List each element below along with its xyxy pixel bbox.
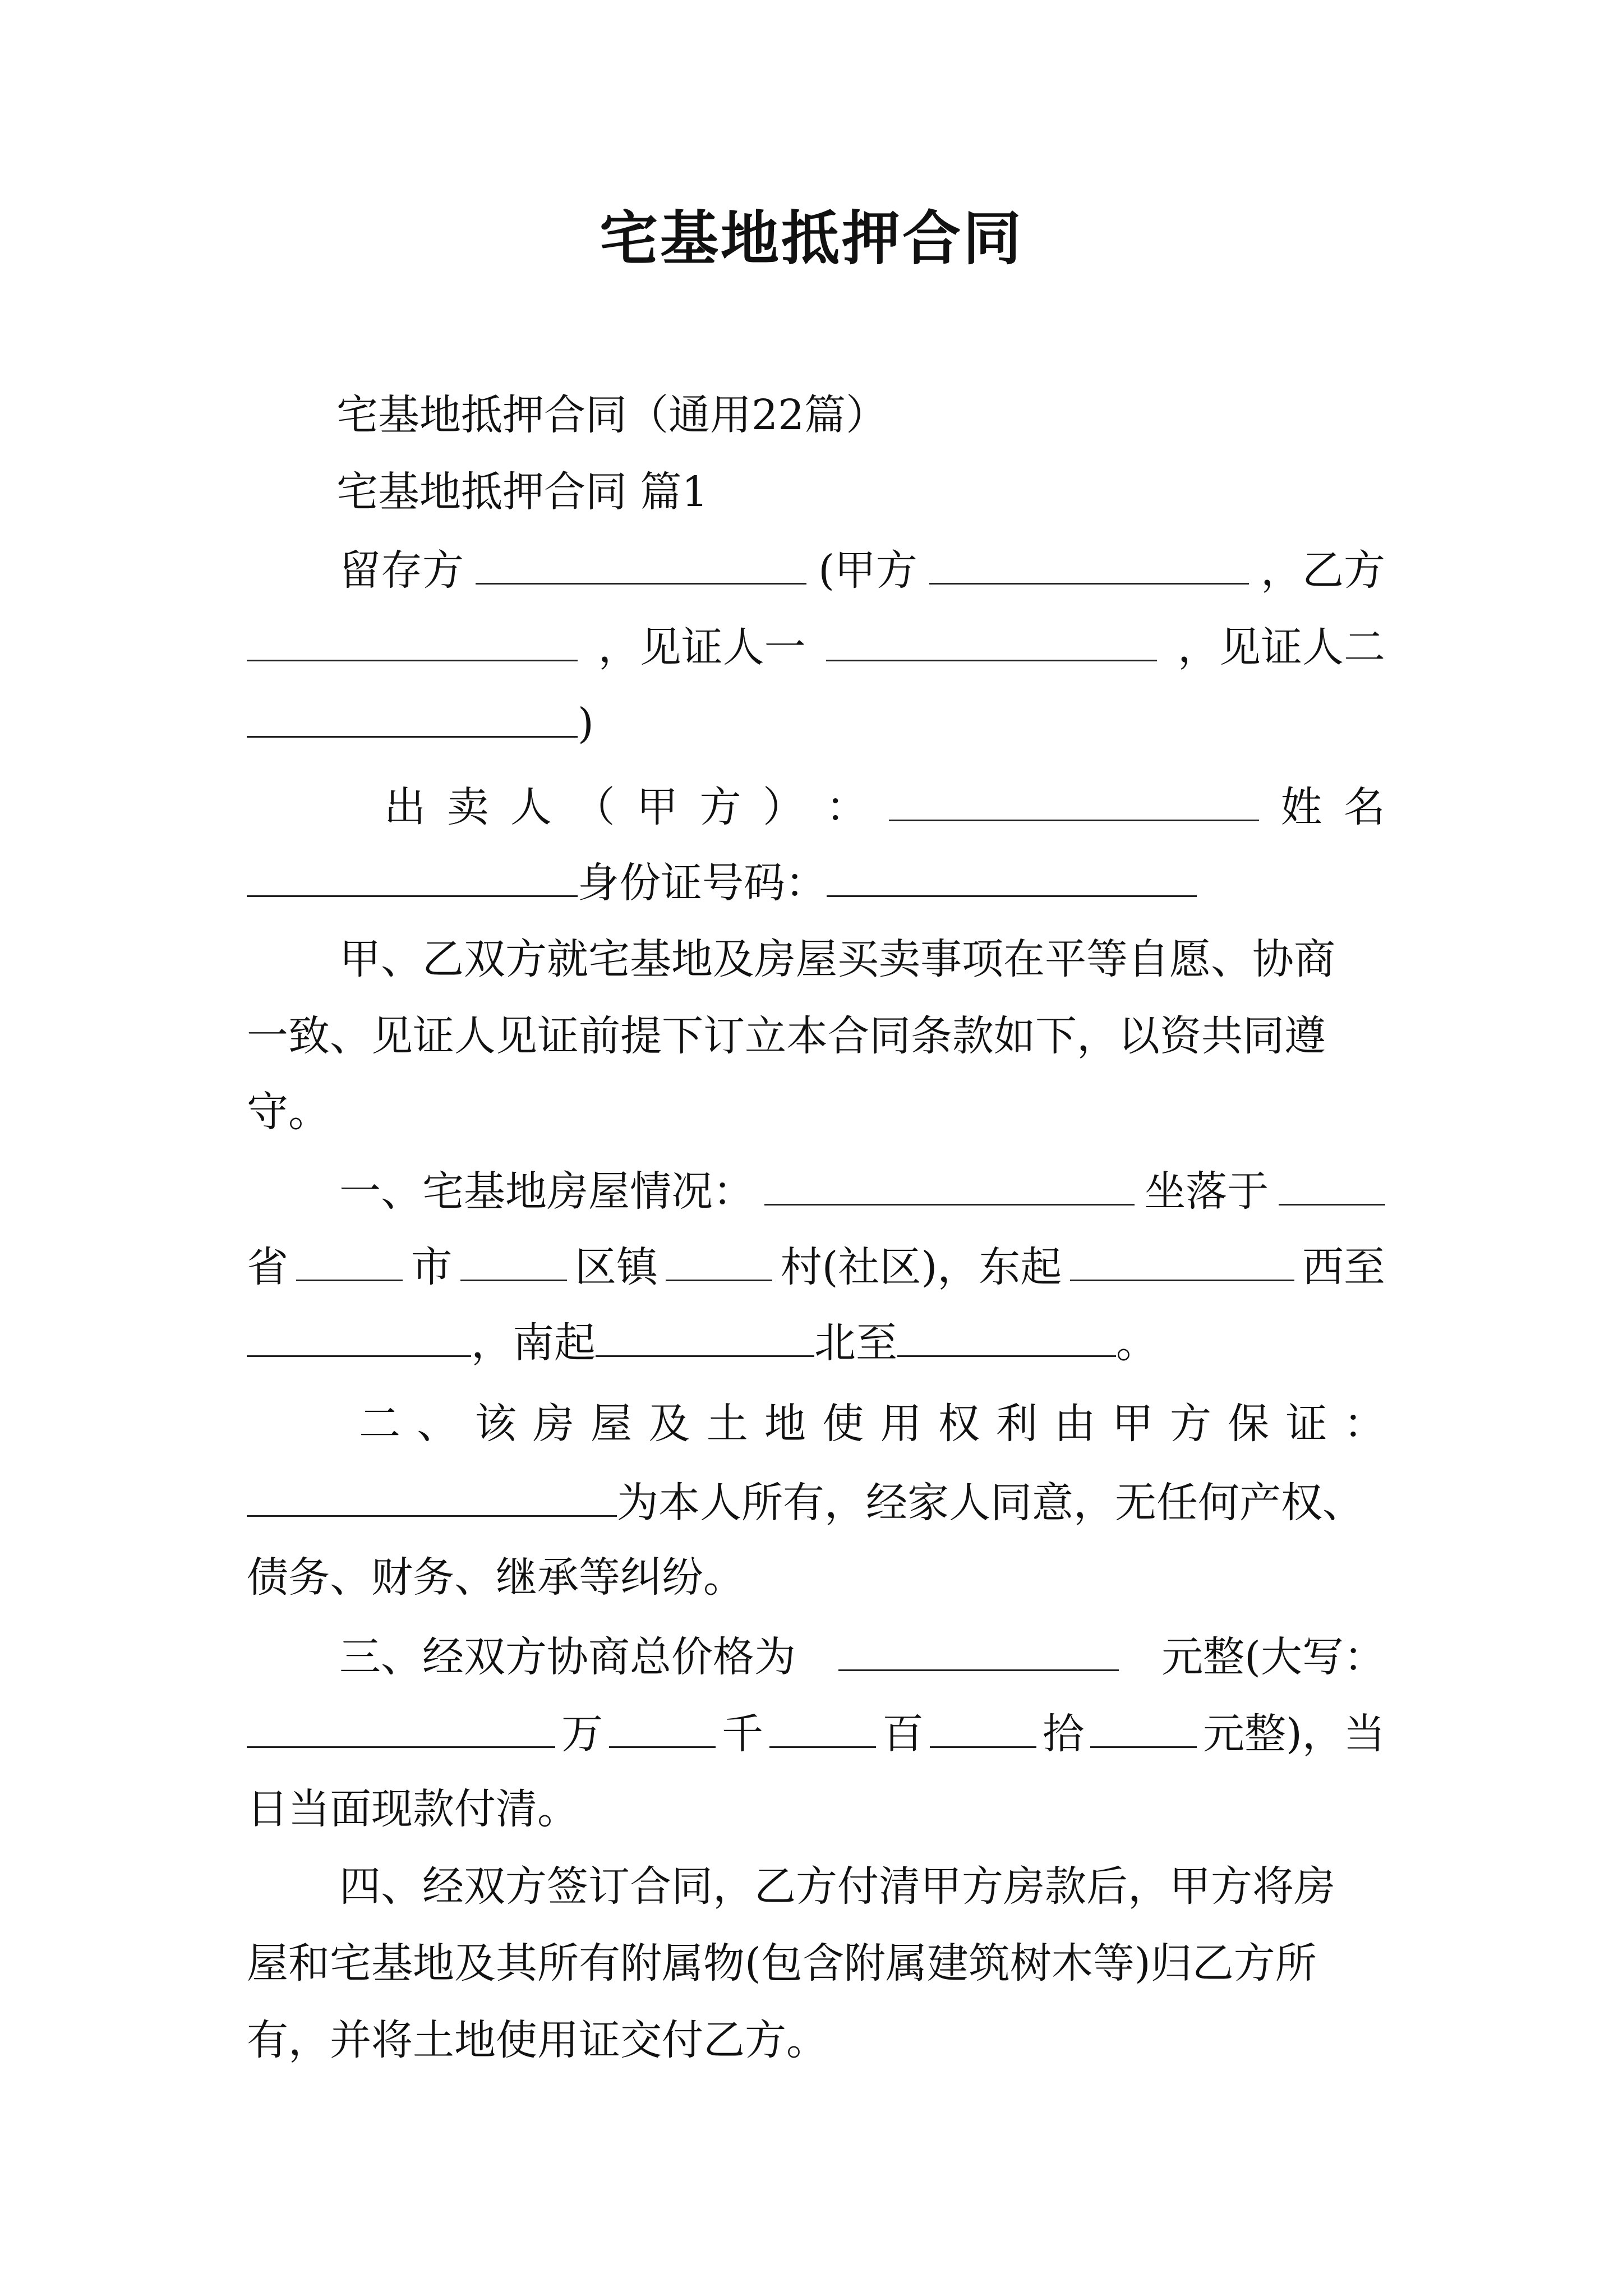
party-b-label: ，乙方 [1261,546,1385,595]
clause2-text: 为本人所有，经家人同意，无任何产权、 [617,1479,1364,1527]
yuan-label: 元整)，当 [1203,1710,1385,1758]
clause3-line-1 [247,1621,1385,1688]
clause1-end: 。 [1116,1319,1158,1367]
intro-line-3: 守。 [247,1088,330,1136]
clause2-char: 及 [648,1400,690,1448]
parties-line-2 [247,611,1385,679]
clause4-text: 四、经双方签订合同，乙方付清甲方房款后，甲方将房 [339,1862,1335,1911]
id-number-label: 身份证号码： [578,859,827,907]
name-blank [247,847,578,897]
clause3-line-3: 日当面现款付清。 [247,1785,579,1833]
witness-two-blank [247,688,578,738]
price-blank [838,1621,1119,1671]
shi-label: 拾 [1043,1710,1084,1758]
parties-label: 留存方 [339,546,464,595]
id-number-blank [827,847,1197,897]
district-label: 区镇 [575,1243,658,1291]
thousand-blank [609,1698,716,1748]
document-subtitle: 宅基地抵押合同（通用22篇） [336,391,888,439]
intro-text: 甲、乙双方就宅基地及房屋买卖事项在平等自愿、协商 [339,935,1335,983]
clause2-char: 、 [417,1400,459,1448]
city-blank [460,1231,567,1281]
clause2-char: 房 [532,1400,574,1448]
clause4-line-2: 屋和宅基地及其所有附属物(包含附属建筑树木等)归乙方所 [247,1939,1317,1987]
witness-one-blank [826,611,1157,661]
section-heading: 宅基地抵押合同 篇1 [336,468,708,516]
intro-line-2: 一致、见证人见证前提下订立本合同条款如下，以资共同遵 [247,1012,1326,1060]
seller-line-1 [247,771,1385,839]
clause1-heading: 一、宅基地房屋情况： [339,1167,754,1216]
clause2-line-1 [247,1390,1385,1457]
clause2-char: 保 [1228,1400,1270,1448]
clause2-char: 使 [822,1400,864,1448]
clause2-line-3: 债务、财务、继承等纠纷。 [247,1553,745,1602]
clause1-line-1 [247,1156,1385,1223]
north-blank [897,1307,1116,1357]
witness-one-label: ，见证人一 [598,623,806,671]
clause2-char: 该 [474,1400,517,1448]
clause4-line-1 [247,1853,1385,1920]
seller-blank [889,771,1259,821]
ten-thousand-blank [247,1698,555,1748]
district-blank [666,1231,772,1281]
house-blank [764,1156,1135,1205]
east-blank [1070,1231,1294,1281]
clause1-line-2 [247,1231,1385,1299]
intro-line-1 [247,926,1385,993]
party-b-blank [247,611,578,661]
hundred-blank [769,1698,876,1748]
clause2-char: 土 [706,1400,748,1448]
qian-label: 千 [722,1710,763,1758]
party-a-label: (甲方 [818,546,917,595]
clause2-char: 甲 [1112,1400,1154,1448]
parties-line-3 [247,688,1385,755]
seller-char: 人 [510,783,552,831]
clause2-char: ： [1343,1400,1385,1448]
clause2-char: 利 [996,1400,1038,1448]
clause3-line-2 [247,1698,1385,1765]
clause2-line-2 [247,1467,1385,1534]
south-blank [596,1307,814,1357]
seller-char: ： [826,783,868,831]
document-title: 宅基地抵押合同 [599,204,1023,273]
seller-char: ） [763,783,804,831]
clause2-char: 权 [938,1400,980,1448]
seller-char: 出 [384,783,426,831]
province-label: 省 [247,1243,288,1291]
city-label: 市 [411,1243,453,1291]
clause1-line-3 [247,1307,1385,1374]
ten-blank [930,1698,1036,1748]
north-label: 北至 [814,1319,897,1367]
bai-label: 百 [882,1710,924,1758]
seller-char: 方 [699,783,741,831]
retainer-blank [476,535,806,585]
witness-two-label: ，见证人二 [1177,623,1385,671]
parties-close: ) [578,700,594,748]
clause2-char: 方 [1169,1400,1211,1448]
seller-char: 卖 [447,783,489,831]
parties-line-1 [247,535,1385,602]
seller-char: （ [573,783,615,831]
located-label: 坐落于 [1144,1167,1269,1216]
village-east-label: 村(社区)，东起 [780,1243,1062,1291]
clause2-char: 屋 [591,1400,633,1448]
yuan-blank [1090,1698,1197,1748]
clause3-heading: 三、经双方协商总价格为 [339,1633,796,1681]
clause2-char: 证 [1285,1400,1327,1448]
west-label: 西至 [1302,1243,1385,1291]
price-upper-label: 元整(大写： [1161,1633,1385,1681]
south-label: ，南起 [471,1319,596,1367]
clause2-char: 二 [359,1400,400,1448]
province-blank [296,1231,403,1281]
location-blank [1279,1156,1385,1205]
west-blank [247,1307,471,1357]
clause2-char: 地 [764,1400,806,1448]
name-char: 名 [1344,783,1385,831]
party-a-blank [929,535,1249,585]
wan-label: 万 [561,1710,603,1758]
clause2-char: 由 [1054,1400,1096,1448]
clause4-line-3: 有，并将土地使用证交付乙方。 [247,2016,828,2064]
clause2-char: 用 [880,1400,922,1448]
seller-line-2 [247,847,1385,914]
seller-char: 甲 [637,783,678,831]
name-char: 姓 [1280,783,1322,831]
guarantee-blank [247,1467,617,1517]
